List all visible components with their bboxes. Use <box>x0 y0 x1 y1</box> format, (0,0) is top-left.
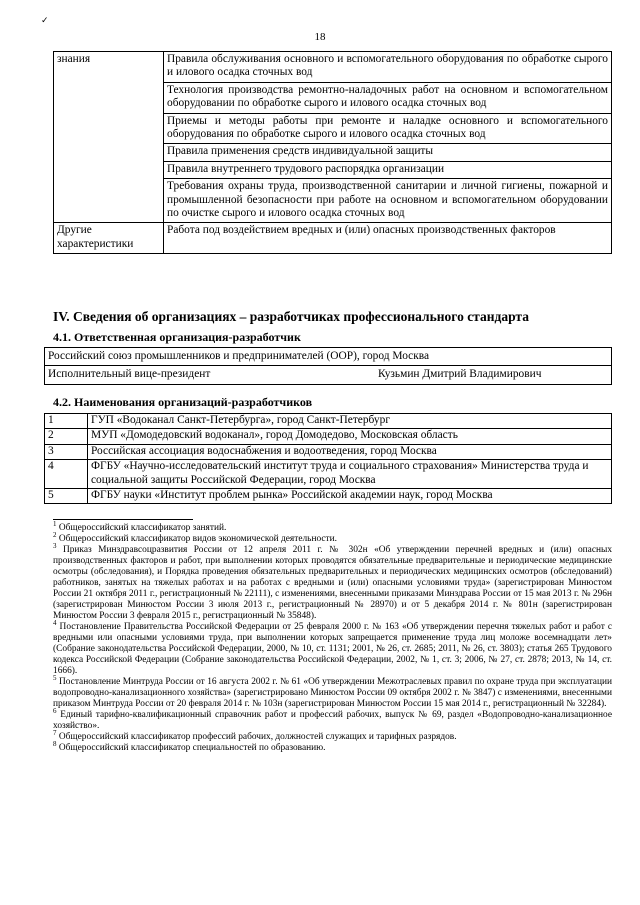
developers-table <box>44 413 612 504</box>
developer-name: ФГБУ «Научно-исследовательский институт труда и социального страхования» Министерства труда и социальной защиты Российской Федерации, город Москва <box>88 460 612 489</box>
row-text: Правила применения средств индивидуальной защиты <box>164 144 612 161</box>
responsible-org-name: Российский союз промышленников и предпринимателей (ООР), город Москва <box>45 348 612 366</box>
responsible-org-table <box>44 347 612 385</box>
row-text: Приемы и методы работы при ремонте и наладке основного и вспомогательного оборудования по обработке сырого и илового осадка сточных вод <box>164 113 612 144</box>
footnote: $^4$ Постановление Правительства Российской Федерации от 25 февраля 2000 г. № 163 «Об утверждении перечня тяжелых работ и работ с вредными или опасными условиями труда, при выполнении которых запрещается применение труда лиц моложе восемнадцати лет» (Собрание законодательства Российской Федерации, 2000, № 10, ст. 1131; 2001, № 26, ст. 2685; 2011, № 26, ст. 3803); статья 265 Трудового кодекса Российской Федерации (Собрание законодательства Российской Федерации, 2002, № 1, ст. 3; 2006, № 27, ст. 2878; 2013, № 14, ст. 1666). <box>53 618 612 676</box>
footnote: $^3$ Приказ Минздравсоцразвития России от 12 апреля 2011 г. № 302н «Об утверждении перечней вредных и (или) опасных производственных факторов и работ, при выполнении которых проводятся обязательные предварительные и периодические медицинские осмотры (обследования), и Порядка проведения обязательных предварительных и периодических медицинских осмотров (обследований) работников, занятых на тяжелых работах и на работах с вредными и (или) опасными условиями труда» (зарегистрирован Минюстом России 21 октября 2011 г., регистрационный № 22111), с изменениями, внесенными приказами Минздрава России от 15 мая 2013 г. № 296н (зарегистрирован Минюстом России 3 июля 2013 г., регистрационный № 28970) и от 5 декабря 2014 г. № 801н (зарегистрирован Минюстом России 3 февраля 2015 г., регистрационный № 35848). <box>53 541 613 621</box>
section-title: IV. Сведения об организациях – разработчиках профессионального стандарта <box>53 309 529 324</box>
subsection-developers-title: 4.2. Наименования организаций-разработчиков <box>53 395 313 409</box>
row-text: Технология производства ремонтно-наладочных работ на основном и вспомогательном оборудовании по обработке сырого и илового осадка сточных вод <box>164 82 612 113</box>
signatory-name: Кузьмин Дмитрий Владимирович <box>378 368 542 381</box>
subsection-responsible-title: 4.1. Ответственная организация-разработчик <box>53 330 301 344</box>
row-text: Требования охраны труда, производственной санитарии и личной гигиены, пожарной и промышленной безопасности при работе на основном и вспомогательном оборудовании по очистке сырого и илового осадка сточных вод <box>164 179 612 223</box>
signatory-position: Исполнительный вице-президент <box>48 368 211 381</box>
row-text: Правила обслуживания основного и вспомогательного оборудования по обработке сырого и илового осадка сточных вод <box>164 52 612 83</box>
row-label: Другие характеристики <box>54 223 164 254</box>
developer-number: 3 <box>45 444 88 459</box>
developer-name: ГУП «Водоканал Санкт-Петербурга», город Санкт-Петербург <box>88 414 612 429</box>
footnote: $^1$ Общероссийский классификатор занятий. <box>53 519 227 533</box>
developer-number: 4 <box>45 460 88 489</box>
signatory-cell <box>45 366 612 384</box>
row-text: Правила внутреннего трудового распорядка организации <box>164 161 612 178</box>
table-row <box>45 414 612 429</box>
footnotes <box>53 519 613 754</box>
developer-number: 2 <box>45 429 88 444</box>
table-row <box>45 429 612 444</box>
footnote: $^5$ Постановление Минтруда России от 16 августа 2002 г. № 61 «Об утверждении Межотраслевых правил по охране труда при эксплуатации водопроводно-канализационного хозяйства» (зарегистрировано Минюстом России 09 октября 2002 г. № 3847) с изменениями, внесенными приказом Минтруда России от 20 февраля 2014 г. № 103н (зарегистрирован Минюстом России 15 мая 2014 г., регистрационный № 32284). <box>53 673 613 709</box>
page-number: 18 <box>314 31 326 43</box>
table-row <box>54 223 612 254</box>
row-label: знания <box>54 52 164 223</box>
table-row <box>45 444 612 459</box>
developer-number: 1 <box>45 414 88 429</box>
footnote-separator <box>53 519 193 520</box>
table-row <box>54 52 612 83</box>
row-text: Работа под воздействием вредных и (или) опасных производственных факторов <box>164 223 612 254</box>
footnote: $^6$ Единый тарифно-квалификационный справочник работ и профессий рабочих, выпуск № 69, раздел «Водопроводно-канализационное хозяйство». <box>53 706 612 731</box>
table-row <box>45 460 612 489</box>
developer-name: Российская ассоциация водоснабжения и водоотведения, город Москва <box>88 444 612 459</box>
footnote: $^2$ Общероссийский классификатор видов экономической деятельности. <box>53 530 338 544</box>
footnote: $^7$ Общероссийский классификатор профессий рабочих, должностей служащих и тарифных разрядов. <box>53 728 457 742</box>
table-row <box>45 489 612 504</box>
table-row <box>45 366 612 384</box>
footnote: $^8$ Общероссийский классификатор специальностей по образованию. <box>53 739 326 753</box>
table-row <box>45 348 612 366</box>
developer-number: 5 <box>45 489 88 504</box>
developer-name: ФГБУ науки «Институт проблем рынка» Российской академии наук, город Москва <box>88 489 612 504</box>
corner-check-mark: ✓ <box>41 15 49 25</box>
developer-name: МУП «Домодедовский водоканал», город Домодедово, Московская область <box>88 429 612 444</box>
skills-table <box>53 51 612 254</box>
